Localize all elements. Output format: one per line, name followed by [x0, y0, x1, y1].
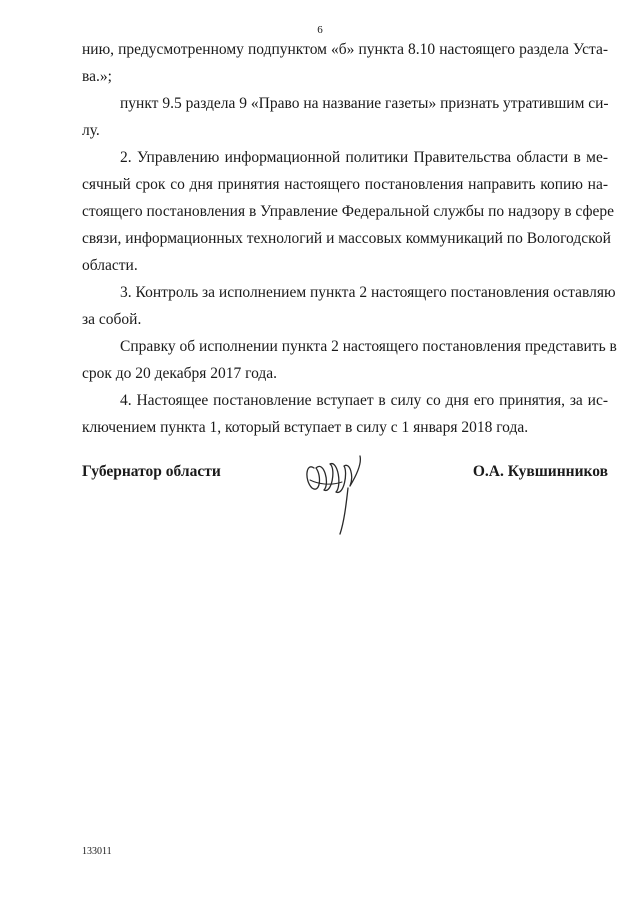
page-number: 6 — [317, 24, 323, 36]
text-line-11: за собой. — [82, 311, 142, 328]
text-line-7: стоящего постановления в Управление Федеральной службы по надзору в сфере — [82, 203, 615, 220]
text-line-1: нию, предусмотренному подпунктом «б» пункта 8.10 настоящего раздела Уста- — [82, 41, 608, 58]
text-line-9: области. — [82, 257, 138, 274]
text-line-5: 2. Управлению информационной политики Правительства области в ме- — [120, 149, 608, 166]
text-line-8: связи, информационных технологий и массовых коммуникаций по Вологодской — [82, 230, 611, 247]
signer-position: Губернатор области — [82, 463, 221, 480]
text-line-10: 3. Контроль за исполнением пункта 2 настоящего постановления оставляю — [120, 284, 616, 301]
text-line-13: срок до 20 декабря 2017 года. — [82, 365, 278, 382]
text-line-15: ключением пункта 1, который вступает в силу с 1 января 2018 года. — [82, 419, 529, 436]
document-code: 133011 — [82, 846, 112, 857]
text-line-12: Справку об исполнении пункта 2 настоящего постановления представить в — [120, 338, 617, 355]
text-line-3: пункт 9.5 раздела 9 «Право на название газеты» признать утратившим си- — [120, 95, 609, 112]
text-line-2: ва.»; — [82, 68, 112, 85]
text-line-14: 4. Настоящее постановление вступает в силу со дня его принятия, за ис- — [120, 392, 608, 409]
text-line-6: сячный срок со дня принятия настоящего постановления направить копию на- — [82, 176, 608, 193]
text-line-4: лу. — [82, 122, 100, 139]
signer-name: О.А. Кувшинников — [472, 463, 608, 480]
handwritten-signature — [300, 446, 370, 536]
